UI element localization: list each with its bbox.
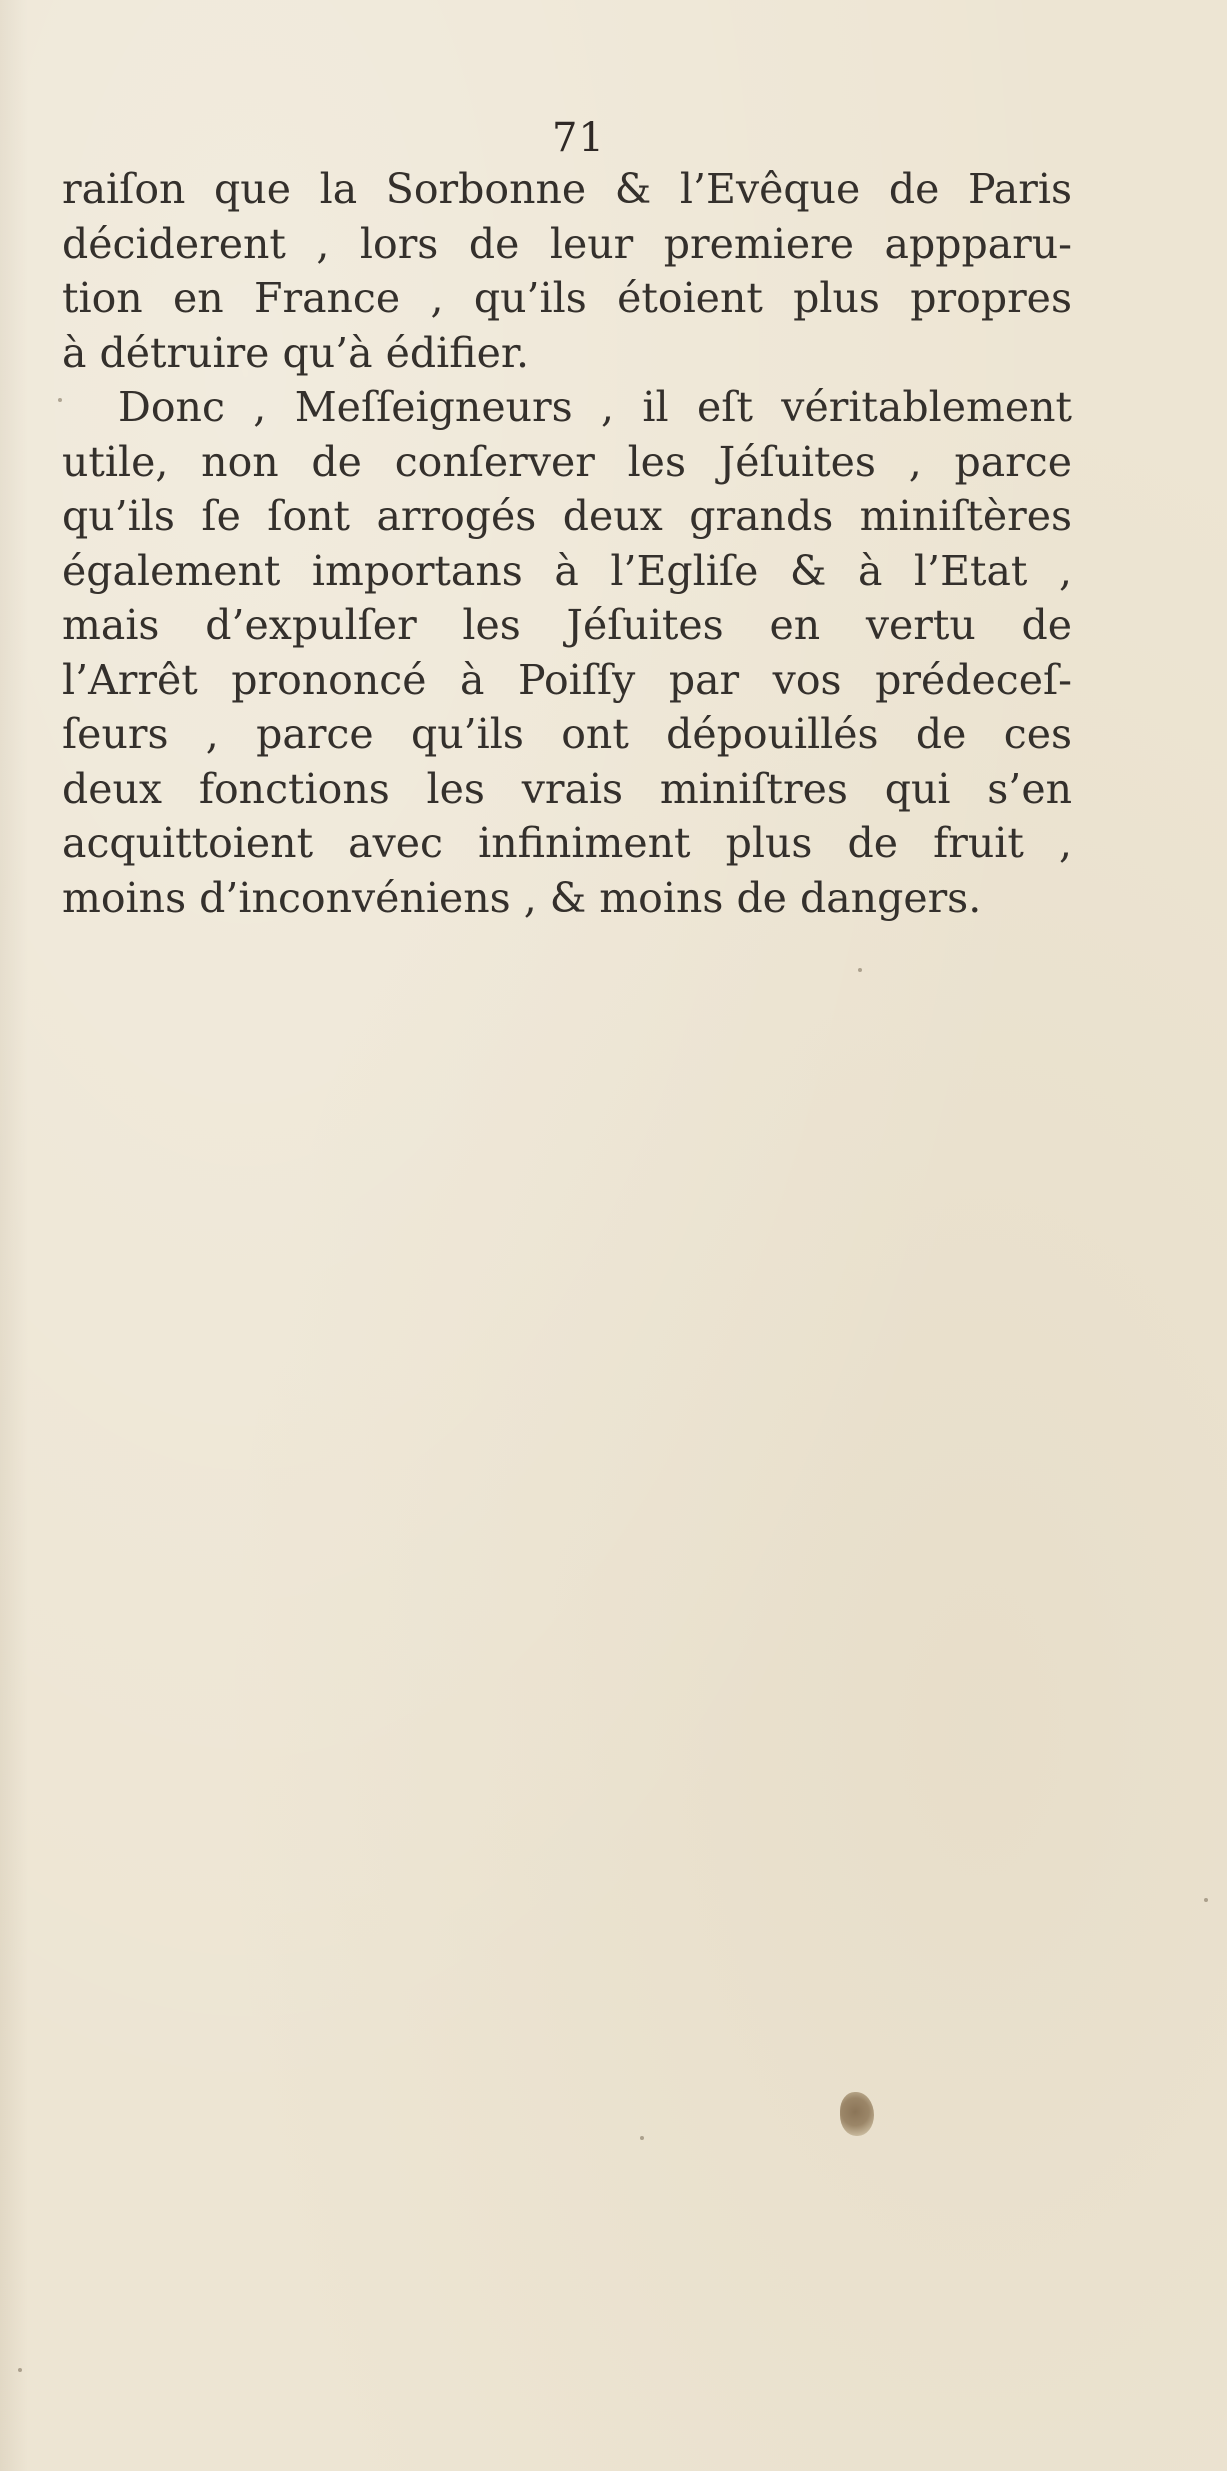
text-line: acquittoient avec infiniment plus de fruit , <box>62 819 1072 867</box>
text-line: qu’ils ſe ſont arrogés deux grands miniſtères <box>62 492 1072 540</box>
paper-stain <box>840 2092 874 2136</box>
text-line: l’Arrêt prononcé à Poiſſy par vos prédeceſ- <box>62 655 1072 704</box>
text-line: deux fonctions les vrais miniſtres qui s’en <box>62 764 1072 813</box>
text-line: raiſon que la Sorbonne & l’Evêque de Paris <box>62 165 1072 213</box>
paper-speck <box>1204 1898 1208 1902</box>
paper-speck <box>858 968 862 972</box>
text-line: déciderent , lors de leur premiere appparu- <box>62 219 1072 268</box>
paper-speck <box>18 2368 22 2372</box>
paper-speck <box>58 398 62 402</box>
paragraph-start-line: Donc , Meſſeigneurs , il eſt véritablement <box>118 383 1072 431</box>
paper-speck <box>640 2136 644 2140</box>
body-text <box>62 162 1072 925</box>
text-line: utile, non de conſerver les Jéſuites , parce <box>62 437 1072 486</box>
text-line: moins d’inconvéniens , & moins de dangers. <box>62 873 982 922</box>
text-line: mais d’expulſer les Jéſuites en vertu de <box>62 601 1072 649</box>
text-line: à détruire qu’à édifier. <box>62 328 529 377</box>
text-line: tion en France , qu’ils étoient plus propres <box>62 274 1072 322</box>
page-number: 71 <box>552 115 605 161</box>
text-line: ſeurs , parce qu’ils ont dépouillés de ces <box>62 710 1072 758</box>
text-line: également importans à l’Egliſe & à l’Etat , <box>62 546 1072 595</box>
